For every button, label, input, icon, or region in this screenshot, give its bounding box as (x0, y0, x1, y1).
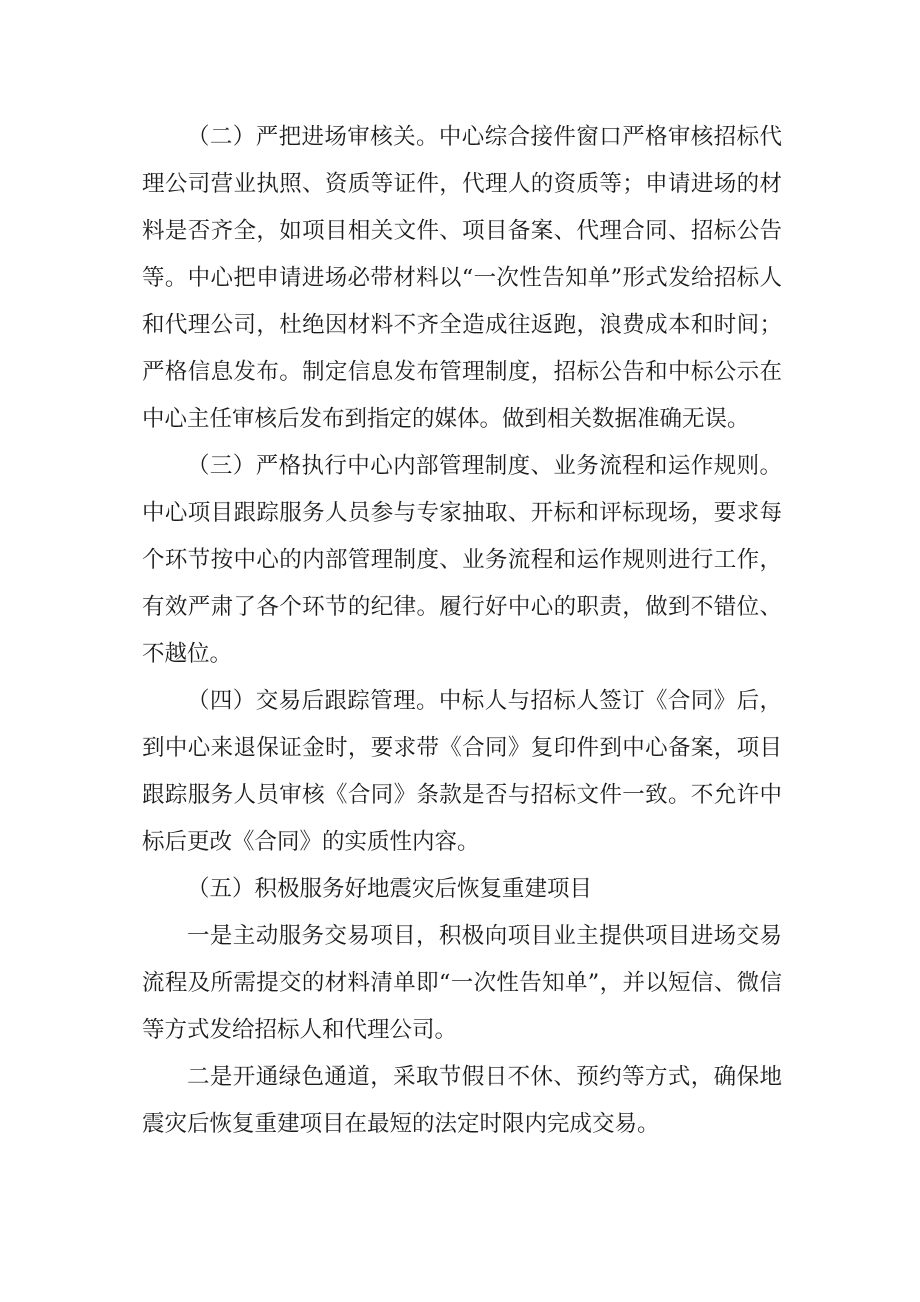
document-body (142, 114, 782, 1148)
paragraph-entry-review: （二）严把进场审核关。中心综合接件窗口严格审核招标代理公司营业执照、资质等证件，代理人的资质等；申请进场的材料是否齐全，如项目相关文件、项目备案、代理合同、招标公告等。中心把申请进场必带材料以“一次性告知单”形式发给招标人和代理公司，杜绝因材料不齐全造成往返跑，浪费成本和时间；严格信息发布。制定信息发布管理制度，招标公告和中标公示在中心主任审核后发布到指定的媒体。做到相关数据准确无误。 (142, 124, 782, 432)
paragraph-item-two: 二是开通绿色通道，采取节假日不休、预约等方式，确保地震灾后恢复重建项目在最短的法定时限内完成交易。 (142, 1064, 782, 1137)
paragraph-item-one: 一是主动服务交易项目，积极向项目业主提供项目进场交易流程及所需提交的材料清单即“一次性告知单”，并以短信、微信等方式发给招标人和代理公司。 (142, 923, 782, 1043)
paragraph-internal-rules: （三）严格执行中心内部管理制度、业务流程和运作规则。中心项目跟踪服务人员参与专家抽取、开标和评标现场，要求每个环节按中心的内部管理制度、业务流程和运作规则进行工作，有效严肃了各个环节的纪律。履行好中心的职责，做到不错位、不越位。 (142, 453, 782, 667)
paragraph-earthquake-heading: （五）积极服务好地震灾后恢复重建项目 (187, 876, 593, 902)
paragraph-post-trade-tracking: （四）交易后跟踪管理。中标人与招标人签订《合同》后，到中心来退保证金时，要求带《合同》复印件到中心备案，项目跟踪服务人员审核《合同》条款是否与招标文件一致。不允许中标后更改《合同》的实质性内容。 (142, 688, 782, 855)
